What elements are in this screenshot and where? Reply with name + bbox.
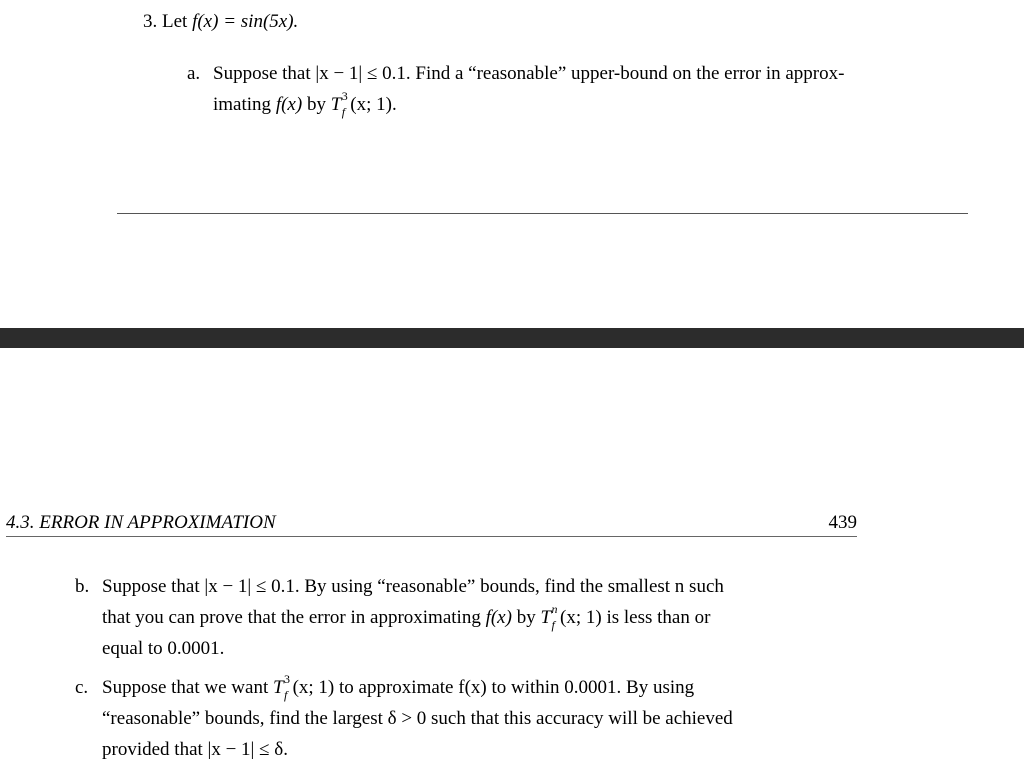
problem-3-statement — [143, 10, 298, 34]
part-b-line-3: equal to 0.0001. — [102, 638, 225, 659]
page-separator-bar — [0, 328, 1024, 348]
page-number: 439 — [828, 512, 857, 533]
horizontal-rule — [117, 213, 968, 214]
part-c-label: c. — [75, 677, 89, 698]
part-a-line-1: Suppose that |x − 1| ≤ 0.1. Find a “reasonable” upper-bound on the error in approx- — [213, 63, 845, 84]
upper-page — [0, 0, 1024, 328]
problem-intro: Let — [162, 11, 188, 32]
taylor-polynomial-symbol: T 3 f — [330, 89, 348, 119]
problem-expression: f(x) = sin(5x). — [192, 11, 299, 32]
problem-number: 3. — [143, 11, 158, 32]
part-a-line-2: imating f(x) by T 3 f (x; 1). — [213, 89, 397, 119]
part-b-label: b. — [75, 576, 90, 597]
part-b-line-1: Suppose that |x − 1| ≤ 0.1. By using “reasonable” bounds, find the smallest n such — [102, 576, 724, 597]
part-c-line-2: “reasonable” bounds, find the largest δ > 0 such that this accuracy will be achieved — [102, 708, 733, 729]
part-a-label: a. — [187, 63, 201, 84]
taylor-polynomial-symbol-c: T 3 f — [272, 672, 290, 702]
section-title: 4.3. ERROR IN APPROXIMATION — [6, 512, 276, 533]
running-header — [6, 510, 857, 537]
part-c-line-1: Suppose that we want T 3 f (x; 1) to approximate f(x) to within 0.0001. By using — [102, 672, 695, 702]
part-c-line-3: provided that |x − 1| ≤ δ. — [102, 739, 288, 760]
part-b-line-2: that you can prove that the error in approximating f(x) by T n f (x; 1) is less than or — [102, 602, 711, 632]
taylor-polynomial-n-symbol: T n f — [540, 602, 558, 632]
